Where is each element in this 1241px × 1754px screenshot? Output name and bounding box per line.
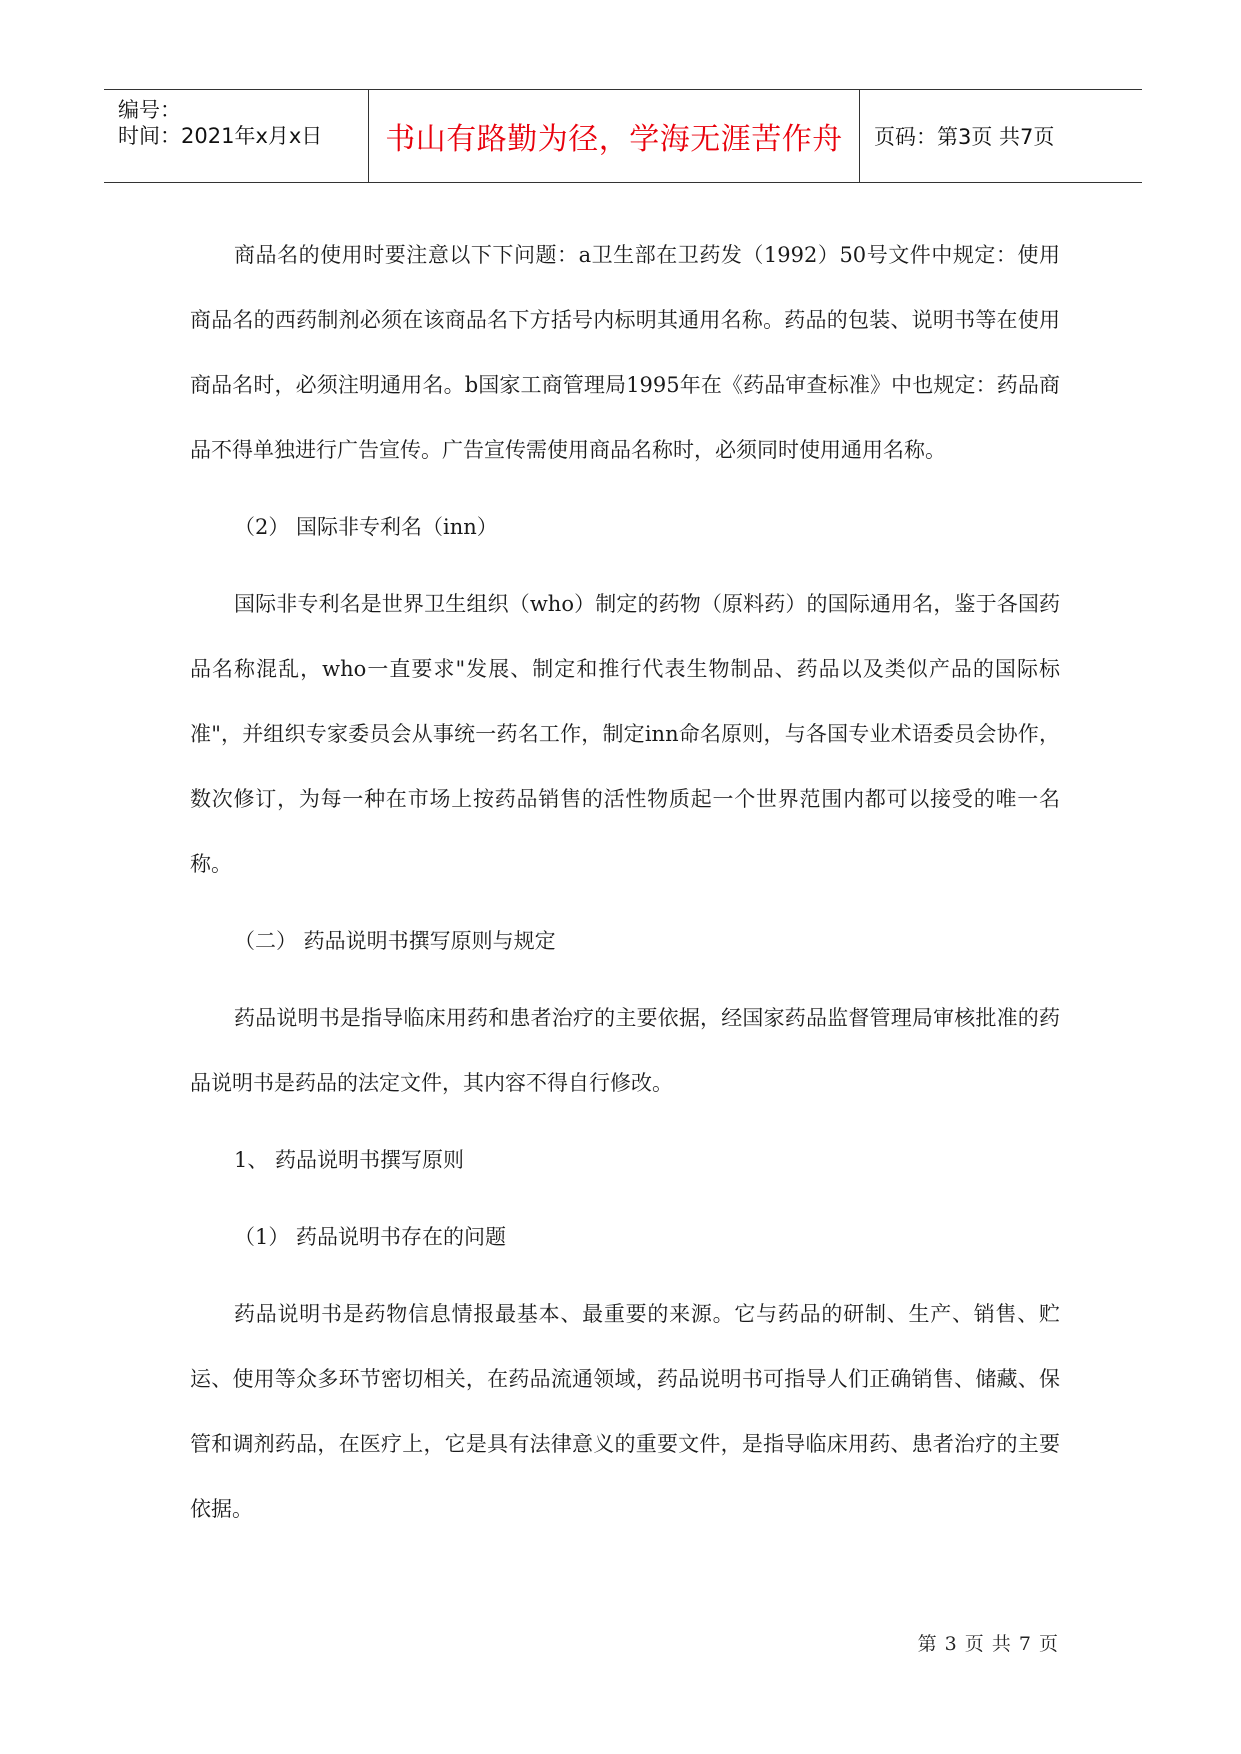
paragraph-inn-definition: 国际非专利名是世界卫生组织（who）制定的药物（原料药）的国际通用名，鉴于各国药品名称混乱，who一直要求"发展、制定和推行代表生物制品、药品以及类似产品的国际标准"，并组织专家委员会从事统一药名工作，制定inn命名原则，与各国专业术语委员会协作，数次修订，为每一种在市场上按药品销售的活性物质起一个世界范围内都可以接受的唯一名称。: [190, 592, 1060, 876]
page-header: [104, 89, 1142, 183]
header-page-cell: [860, 90, 1142, 182]
paragraph-label-importance: 药品说明书是药物信息情报最基本、最重要的来源。它与药品的研制、生产、销售、贮运、使用等众多环节密切相关，在药品流通领域，药品说明书可指导人们正确销售、储藏、保管和调剂药品，在医疗上，它是具有法律意义的重要文件，是指导临床用药、患者治疗的主要依据。: [190, 1302, 1060, 1521]
page-footer-number: 第 3 页 共 7 页: [917, 1633, 1059, 1655]
paragraph-trade-name-usage: 商品名的使用时要注意以下下问题：a卫生部在卫药发（1992）50号文件中规定：使用商品名的西药制剂必须在该商品名下方括号内标明其通用名称。药品的包装、说明书等在使用商品名时，必须注明通用名。b国家工商管理局1995年在《药品审查标准》中也规定：药品商品不得单独进行广告宣传。广告宣传需使用商品名称时，必须同时使用通用名称。: [190, 243, 1060, 462]
section-heading-label-problems: （1） 药品说明书存在的问题: [234, 1225, 507, 1249]
document-number-label: 编号：: [118, 98, 181, 122]
section-heading-label-principles: （二） 药品说明书撰写原则与规定: [234, 929, 556, 953]
header-page-number: 页码：第3页 共7页: [874, 125, 1055, 149]
section-heading-inn: （2） 国际非专利名（inn）: [234, 515, 498, 539]
header-motto-cell: [369, 90, 860, 182]
document-time-label: 时间：2021年x月x日: [118, 124, 323, 148]
header-meta-cell: [104, 90, 369, 182]
document-body: [190, 223, 1060, 1542]
section-heading-writing-principles: 1、 药品说明书撰写原则: [234, 1148, 465, 1172]
header-motto: 书山有路勤为径，学海无涯苦作舟: [385, 122, 843, 157]
paragraph-label-legal-status: 药品说明书是指导临床用药和患者治疗的主要依据，经国家药品监督管理局审核批准的药品说明书是药品的法定文件，其内容不得自行修改。: [190, 1006, 1060, 1095]
